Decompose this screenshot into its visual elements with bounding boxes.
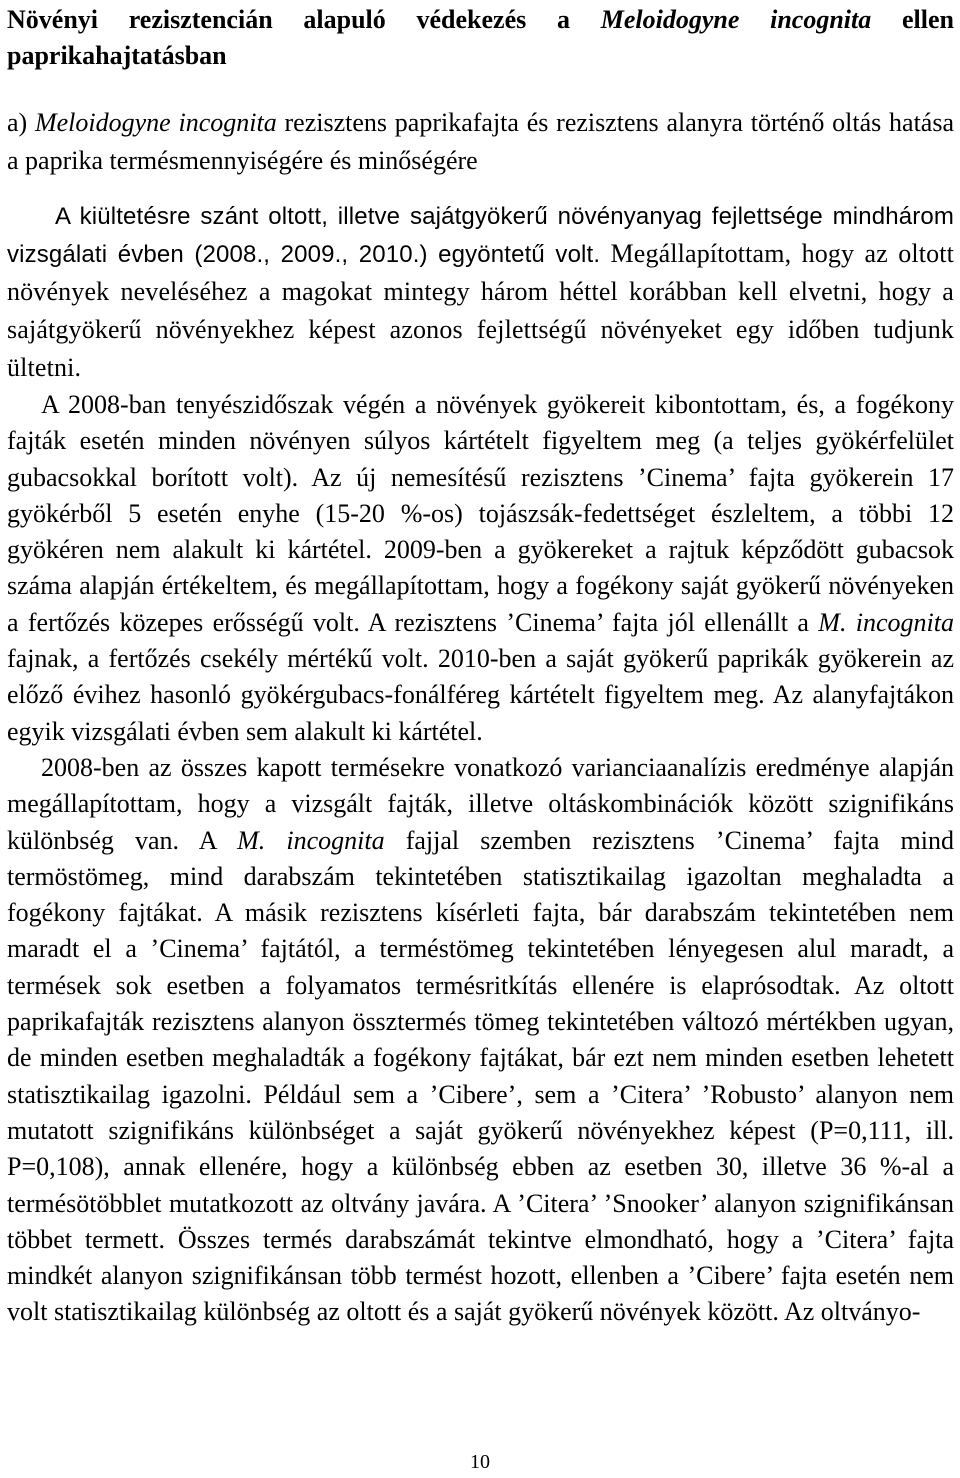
species-name: M. incognita <box>237 825 385 855</box>
paragraph-text: A 2008-ban tenyészidőszak végén a növények gyökereit kibontottam, és, a fogékony fajták esetén minden növényen súlyos kártételt figyeltem meg (a teljes gyökérfelület gubacsokkal borított volt). Az új nemesítésű rezisztens ’Cinema’ fajta gyökerein 17 gyökérből 5 esetén enyhe (15-20 %-os) tojászsák-fedettséget észleltem, a többi 12 gyökéren nem alakult ki kártétel. 2009-ben a gyökereket a rajtuk képződött gubacsok száma alapján értékeltem, és megállapítottam, hogy a fogékony saját gyökerű növényeken a fertőzés közepes erősségű volt. A rezisztens ’Cinema’ fajta jól ellenállt a <box>7 390 954 637</box>
paragraph-text: fajnak, a fertőzés csekély mértékű volt. 2010-ben a saját gyökerű paprikák gyökerein az előző évihez hasonló gyökérgubacs-fonálféreg kártételt figyeltem meg. Az alanyfajtákon egyik vizsgálati évben sem alakult ki kártétel. <box>7 644 954 746</box>
section-prefix: a) <box>7 108 35 137</box>
section-heading <box>7 104 954 180</box>
paragraph-root-damage <box>7 387 954 750</box>
document-title <box>7 0 954 74</box>
species-name: M. incognita <box>818 607 955 637</box>
intro-paragraph <box>7 198 954 387</box>
paragraph-yield-analysis <box>7 750 954 1331</box>
section-species-name: Meloidogyne incognita <box>34 108 277 137</box>
paragraph-text: 2008-ben az összes kapott termésekre vonatkozó varianciaanalízis eredménye alapján megállapítottam, hogy a vizsgált fajták, illetve oltáskombinációk között szignifikáns különbség van. A <box>7 752 954 855</box>
title-species-name: Meloidogyne incognita <box>600 5 872 34</box>
page-number: 10 <box>470 1451 490 1473</box>
section-heading-text: rezisztens paprikafajta és rezisztens alanyra történő oltás hatása a paprika termésmennyiségére és minőségére <box>7 108 955 175</box>
intro-sans-text: A kiültetésre szánt oltott, illetve sajátgyökerű növényanyag fejlettsége mindhárom vizsgálati évben (2008., 2009., 2010.) egyöntetű volt. <box>7 203 954 268</box>
title-text-end: ellen paprikahajtatásban <box>7 5 954 70</box>
title-text-start: Növényi rezisztencián alapuló védekezés a <box>7 5 601 34</box>
paragraph-text: fajjal szemben rezisztens ’Cinema’ fajta mind termöstömeg, mind darabszám tekintetében statisztikailag igazoltan meghaladta a fogékony fajtákat. A másik rezisztens kísérleti fajta, bár darabszám tekintetében nem maradt el a ’Cinema’ fajtától, a terméstömeg tekintetében lényegesen alul maradt, a termések sok esetben a folyamatos termésritkítás ellenére is elaprósodtak. Az oltott paprikafajták rezisztens alanyon össztermés tömeg tekintetében változó mértékben ugyan, de minden esetben meghaladták a fogékony fajtákat, bár ezt nem minden esetben lehetett statisztikailag igazolni. Például sem a ’Cibere’, sem a ’Citera’ ’Robusto’ alanyon nem mutatott szignifikáns különbséget a saját gyökerű növényekhez képest (P=0,111, ill. P=0,108), annak ellenére, hogy a különbség ebben az esetben 30, illetve 36 %-al a termésötöbblet mutatkozott az oltvány javára. A ’Citera’ ’Snooker’ alanyon szignifikánsan többet termett. Összes termés darabszámát tekintve elmondható, hogy a ’Citera’ fajta mindkét alanyon szignifikánsan több termést hozott, ellenben a ’Cibere’ fajta esetén nem volt statisztikailag különbség az oltott és a saját gyökerű növények között. Az oltványo- <box>7 825 954 1327</box>
intro-serif-text: Megállapítottam, hogy az oltott növények neveléséhez a magokat mintegy három héttel korábban kell elvetni, hogy a sajátgyökerű növényekhez képest azonos fejlettségű növényeket egy időben tudjunk ültetni. <box>7 239 954 382</box>
